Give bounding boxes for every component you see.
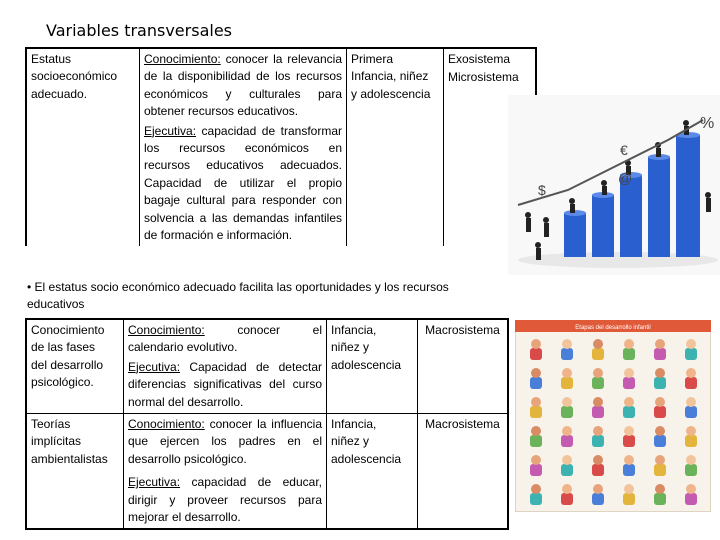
child-figure: [623, 368, 635, 389]
executive-label: Ejecutiva:: [128, 475, 181, 490]
t2-r2-system-cell: [418, 414, 509, 530]
t2-r2-competence-cell: [124, 414, 327, 530]
executive-text: Capacidad de detectar diferencias significativas del curso normal del desarrollo.: [128, 359, 322, 409]
child-figure: [685, 484, 697, 505]
child-figure: [561, 368, 573, 389]
bullet-icon: •: [27, 280, 35, 294]
t1-competence-cell: [140, 48, 347, 246]
slide-title: Variables transversales: [46, 21, 232, 40]
knowledge-label: Conocimiento:: [128, 417, 205, 432]
child-figure: [654, 339, 666, 360]
t2-r2-variable-cell: [26, 414, 124, 530]
t2-r2-c1-line: implícitas: [31, 434, 82, 449]
euro-symbol: €: [620, 142, 628, 158]
executive-text: capacidad de transformar los recursos económicos en recursos educativos adecuados. Capacidad de utilizar el propio bagaje cultural para responder con solvencia a las demandas infantiles de formación e información.: [144, 123, 342, 243]
t2-r1-executive: [128, 359, 322, 411]
child-figure: [685, 455, 697, 476]
child-figure: [592, 455, 604, 476]
child-figure: [530, 368, 542, 389]
t1-executive-text: [144, 123, 342, 245]
t2-r1-c1-line: del desarrollo: [31, 357, 104, 372]
t2-r1-variable-cell: [26, 319, 124, 414]
child-figure: [654, 426, 666, 447]
t1-c4-line: Exosistema: [448, 52, 511, 66]
child-figure: [685, 368, 697, 389]
child-figure: [623, 484, 635, 505]
t2-r2-c3-line: adolescencia: [331, 451, 402, 466]
child-figure: [623, 455, 635, 476]
child-figure: [685, 397, 697, 418]
child-development-poster: [515, 320, 711, 512]
child-figure: [561, 426, 573, 447]
child-figure: [530, 426, 542, 447]
child-figure: [654, 455, 666, 476]
dollar-symbol: $: [538, 182, 546, 198]
t1-age-cell: [347, 48, 444, 246]
child-figure: [685, 426, 697, 447]
t2-r2-c1-line: Teorías: [31, 417, 71, 432]
child-figure: [592, 339, 604, 360]
bullet-note: [27, 279, 505, 313]
t1-c3-line: y adolescencia: [351, 86, 431, 101]
child-figure: [685, 339, 697, 360]
child-figure: [592, 397, 604, 418]
t2-r2-c3-line: niñez y: [331, 434, 370, 449]
child-figure: [623, 397, 635, 418]
knowledge-label: Conocimiento:: [128, 323, 205, 337]
child-figure: [561, 484, 573, 505]
t2-r1-c4: Macrosistema: [425, 323, 500, 337]
t2-r1-age-cell: [327, 319, 418, 414]
t1-c4-line: Microsistema: [448, 70, 519, 85]
bullet-note-text: El estatus socio económico adecuado facilita las oportunidades y los recursos educativos: [27, 280, 449, 311]
t2-r2-c3-line: Infancia,: [331, 417, 377, 432]
child-figure: [561, 455, 573, 476]
at-symbol: @: [618, 170, 633, 186]
t2-r2-executive: [128, 474, 322, 526]
poster-title: Etapas del desarrollo infantil: [575, 325, 651, 331]
child-figure: [561, 397, 573, 418]
child-figure: [530, 484, 542, 505]
t1-c3-line: Primera: [351, 52, 394, 66]
t2-r1-c1-line: Conocimiento: [31, 323, 105, 337]
child-figure: [530, 455, 542, 476]
t2-r2-knowledge: [128, 416, 322, 468]
knowledge-label: Conocimiento:: [144, 52, 221, 66]
t2-r2-age-cell: [327, 414, 418, 530]
t2-r1-system-cell: [418, 319, 509, 414]
executive-label: Ejecutiva:: [128, 359, 181, 374]
variables-table-1: [25, 47, 537, 246]
child-figure: [623, 426, 635, 447]
child-figure: [654, 484, 666, 505]
t1-c1-line: adecuado.: [31, 86, 88, 101]
executive-label: Ejecutiva:: [144, 123, 197, 138]
knowledge-text: conocer el calendario evolutivo.: [128, 323, 322, 355]
t1-knowledge-text: [144, 51, 342, 121]
t2-r1-c1-line: psicológico.: [31, 375, 94, 390]
t2-r1-competence-cell: [124, 319, 327, 414]
t2-r1-c3-line: niñez y: [331, 340, 370, 355]
t1-variable-cell: [26, 48, 140, 246]
t2-r2-c4: Macrosistema: [425, 417, 500, 432]
child-figure: [592, 368, 604, 389]
percent-symbol: %: [700, 115, 715, 132]
knowledge-text: conocer la influencia que ejercen los padres en el desarrollo psicológico.: [128, 417, 322, 466]
child-figure: [561, 339, 573, 360]
t2-r2-c1-line: ambientalistas: [31, 451, 108, 466]
child-figure: [623, 339, 635, 360]
variables-table-2: [25, 318, 509, 530]
child-figure: [530, 339, 542, 360]
child-figure: [592, 426, 604, 447]
child-figure: [654, 397, 666, 418]
t1-c1-line: Estatus: [31, 52, 72, 66]
child-figure: [654, 368, 666, 389]
executive-text: capacidad de educar, dirigir y proveer recursos para mejorar el desarrollo.: [128, 475, 322, 525]
t1-c3-line: Infancia, niñez: [351, 69, 429, 84]
child-figure: [530, 397, 542, 418]
t2-r1-c3-line: Infancia,: [331, 323, 377, 337]
child-figure: [592, 484, 604, 505]
t2-r1-knowledge: [128, 322, 322, 357]
t1-c1-line: socioeconómico: [31, 69, 118, 84]
t2-r1-c1-line: de las fases: [31, 340, 96, 355]
knowledge-text: conocer la relevancia de la disponibilidad de los recursos económicos y culturales para obtener recursos educativos.: [144, 52, 342, 119]
growth-chart-illustration: [508, 95, 720, 275]
t2-r1-c3-line: adolescencia: [331, 357, 402, 372]
